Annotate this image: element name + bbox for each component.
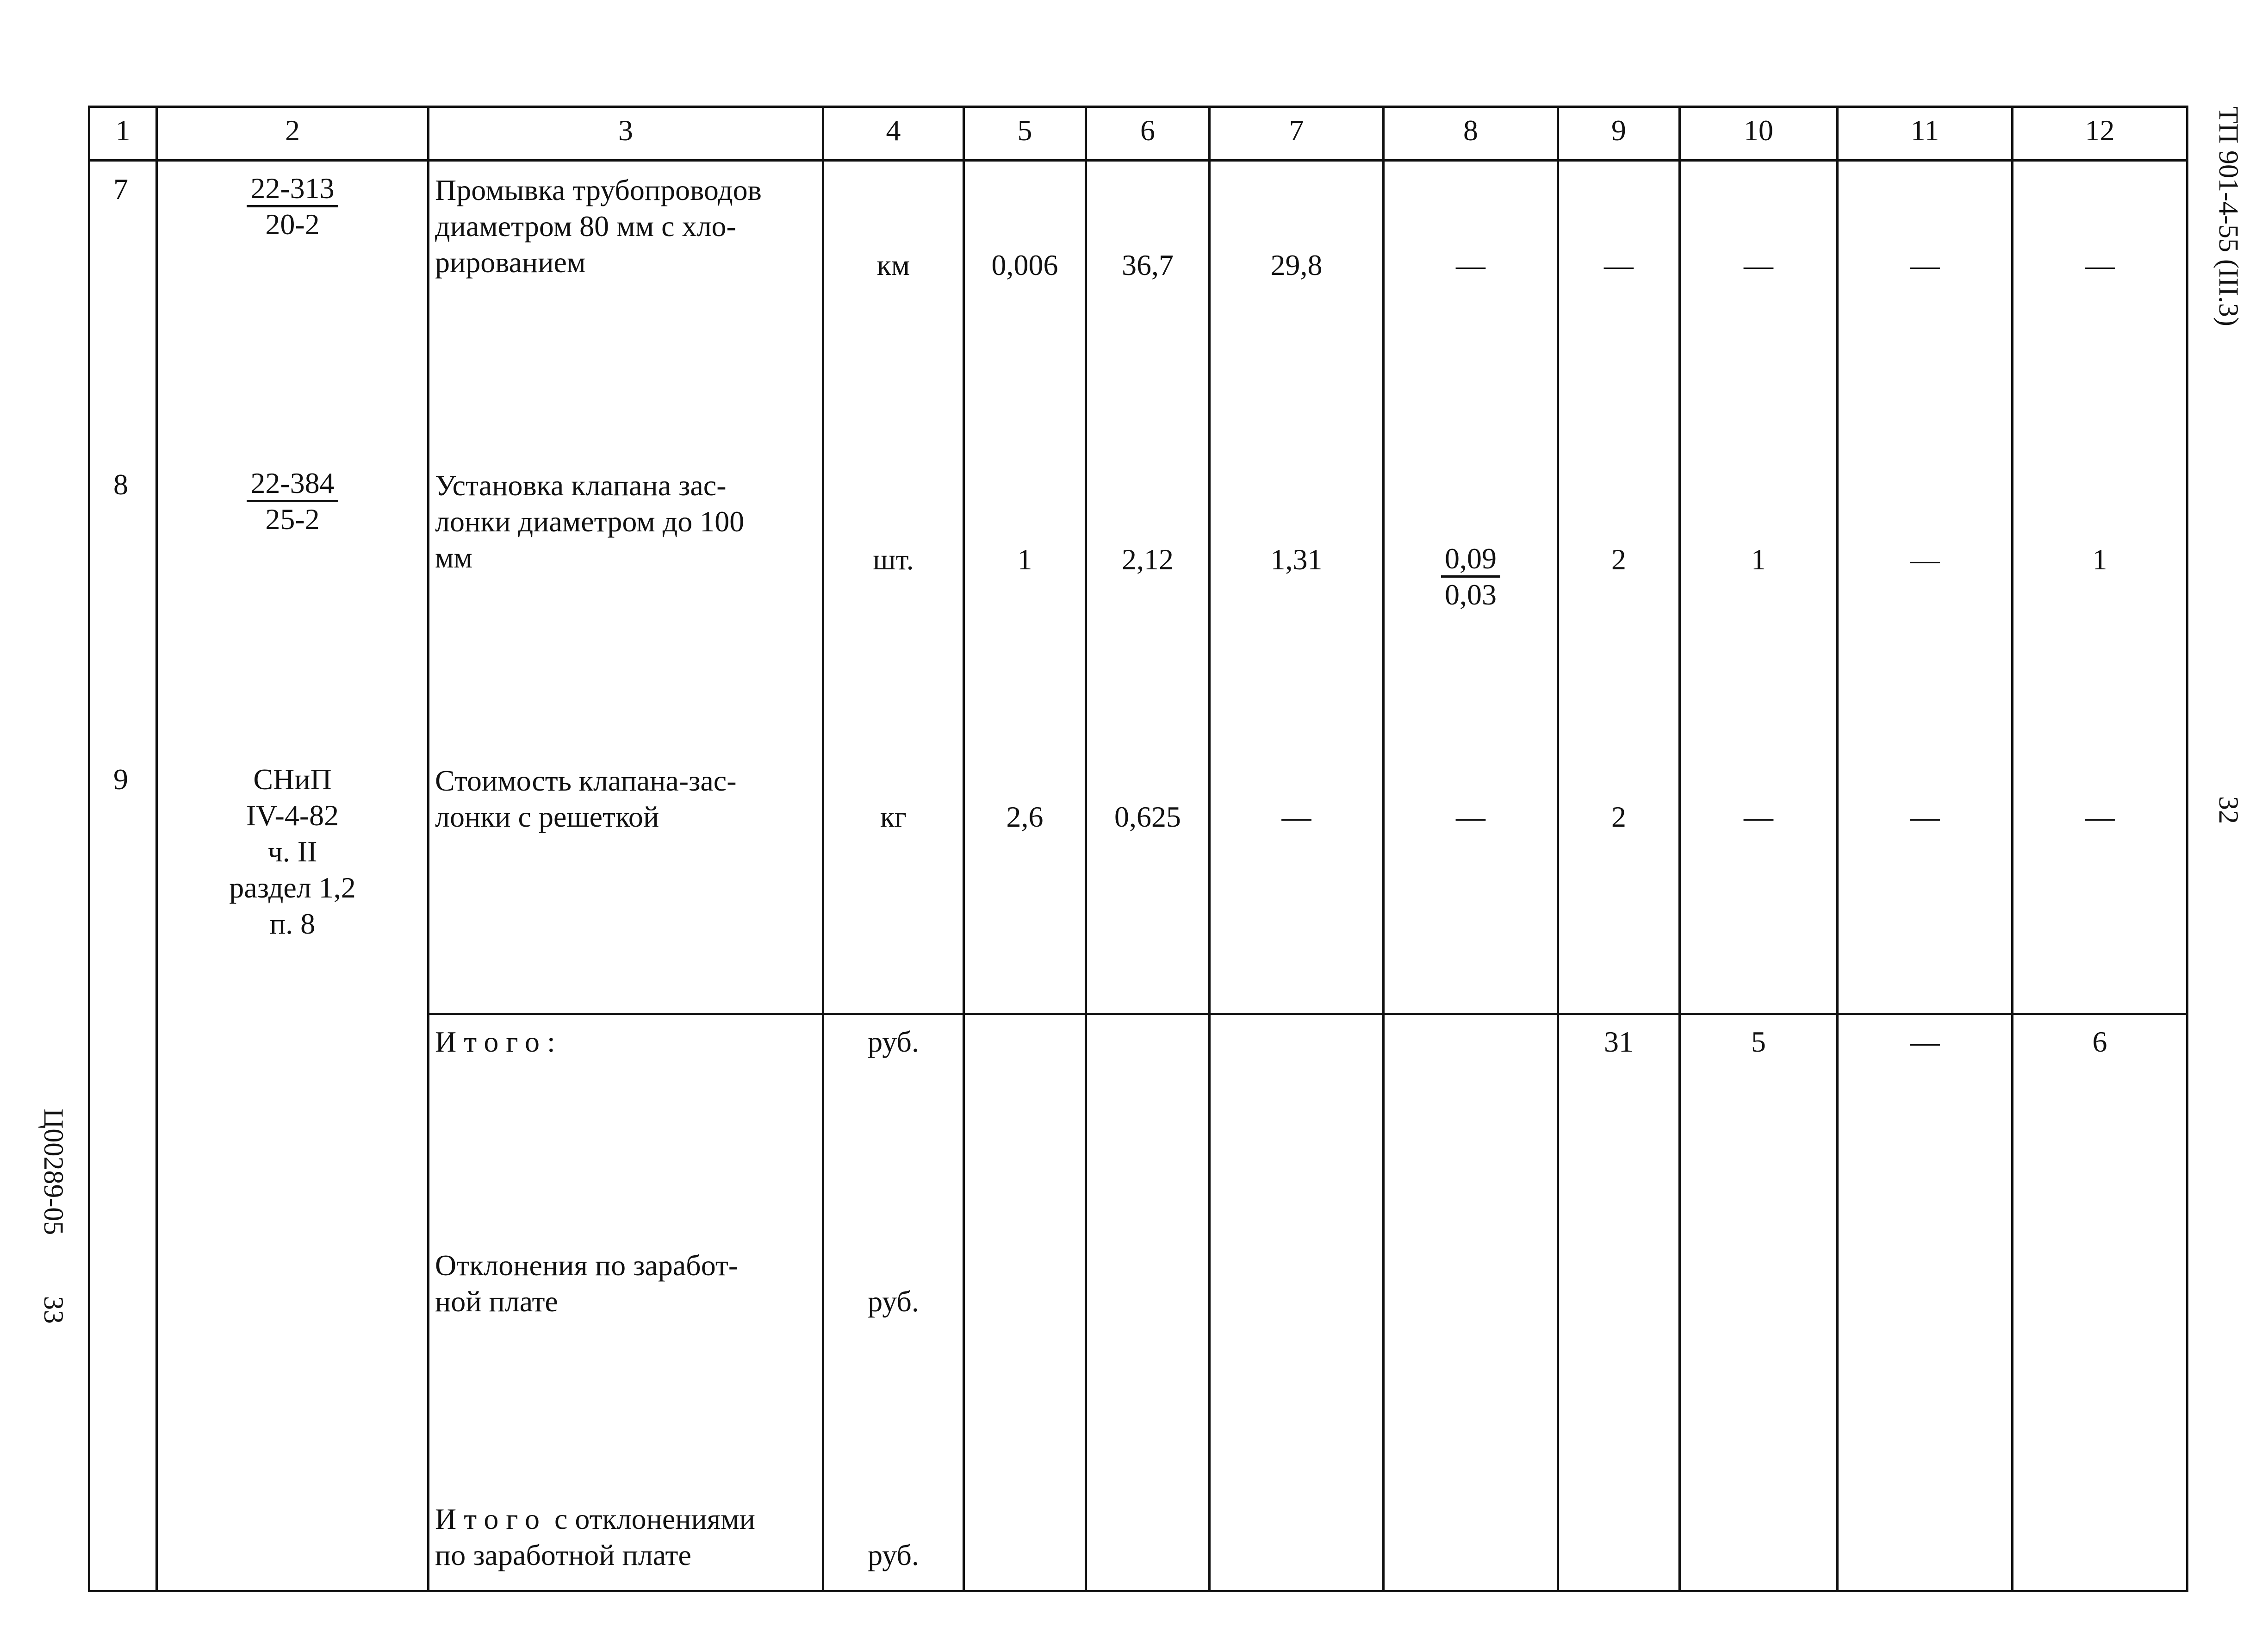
cell-9: — <box>1604 249 1634 281</box>
row-number: 9 <box>113 763 128 796</box>
totals-cell-11: — <box>1910 1025 1940 1058</box>
cell-11: — <box>1910 800 1940 833</box>
page-number-left: 33 <box>38 1296 69 1324</box>
desc-line: Отклонения по заработ- <box>435 1249 739 1282</box>
col-header-2: 2 <box>285 114 300 147</box>
col-header-1: 1 <box>115 114 130 147</box>
cell-5: 1 <box>1017 543 1032 576</box>
cell-6: 2,12 <box>1122 543 1174 576</box>
code-line: IV-4-82 <box>246 799 339 832</box>
cell-5: 2,6 <box>1006 800 1044 833</box>
final-total-rest: с отклонениями <box>554 1502 755 1535</box>
fraction-denominator: 0,03 <box>1445 578 1497 611</box>
code-line: раздел 1,2 <box>229 871 356 904</box>
cell-unit: км <box>876 249 910 281</box>
archive-code-label: Ц00289-05 <box>38 1109 69 1235</box>
row-number: 8 <box>113 468 128 501</box>
page-number-right: 32 <box>2213 796 2244 824</box>
row-code <box>158 761 427 942</box>
cell-12: 1 <box>2092 543 2107 576</box>
code-numerator: 22-384 <box>247 467 338 502</box>
desc-line: Промывка трубопроводов <box>435 174 762 206</box>
col-header-4: 4 <box>886 114 901 147</box>
row-description <box>435 172 821 280</box>
col-header-8: 8 <box>1463 114 1478 147</box>
row-code <box>158 170 427 242</box>
row-description <box>435 763 821 835</box>
desc-line: Стоимость клапана-зас- <box>435 764 737 797</box>
cell-12: — <box>2085 800 2115 833</box>
cell-9: 2 <box>1611 800 1626 833</box>
code-numerator: 22-313 <box>247 172 338 207</box>
totals-label: Итого: <box>435 1025 563 1058</box>
cell-unit: кг <box>880 800 907 833</box>
desc-line: по заработной плате <box>435 1539 691 1571</box>
desc-line <box>435 1501 821 1537</box>
desc-line: лонки с решеткой <box>435 800 659 833</box>
cell-11: — <box>1910 249 1940 281</box>
code-line: ч. II <box>267 835 317 868</box>
totals-cell-10: 5 <box>1751 1025 1766 1058</box>
totals-cell-12: 6 <box>2092 1025 2107 1058</box>
desc-line: диаметром 80 мм с хло- <box>435 210 736 243</box>
cell-7: 29,8 <box>1270 249 1323 281</box>
cell-6: 0,625 <box>1114 800 1181 833</box>
desc-line: мм <box>435 541 472 574</box>
code-line: п. 8 <box>269 907 316 940</box>
final-total-label <box>435 1501 821 1573</box>
cell-10: — <box>1744 800 1773 833</box>
row-description <box>435 467 821 576</box>
code-denominator: 25-2 <box>265 503 320 536</box>
desc-line: лонки диаметром до 100 <box>435 505 745 538</box>
row-code <box>158 465 427 536</box>
cell-6: 36,7 <box>1122 249 1174 281</box>
document-code-label: ТП 901-4-55 (III.3) <box>2213 106 2244 326</box>
cell-11: — <box>1910 543 1940 576</box>
col-header-3: 3 <box>618 114 633 147</box>
col-header-12: 12 <box>2085 114 2115 147</box>
col-header-5: 5 <box>1017 114 1032 147</box>
col-header-6: 6 <box>1140 114 1155 147</box>
final-total-unit: руб. <box>868 1539 919 1571</box>
row-number: 7 <box>113 173 128 206</box>
cell-5: 0,006 <box>991 249 1058 281</box>
cell-8: — <box>1456 249 1485 281</box>
deviations-label <box>435 1247 821 1320</box>
totals-unit: руб. <box>868 1025 919 1058</box>
col-header-11: 11 <box>1910 114 1939 147</box>
col-header-7: 7 <box>1289 114 1304 147</box>
cell-8: — <box>1456 800 1485 833</box>
desc-line: ной плате <box>435 1285 558 1318</box>
cell-12: — <box>2085 249 2115 281</box>
deviations-unit: руб. <box>868 1285 919 1318</box>
col-header-9: 9 <box>1611 114 1626 147</box>
fraction-numerator: 0,09 <box>1441 542 1500 578</box>
code-denominator: 20-2 <box>265 208 320 241</box>
code-line: СНиП <box>253 763 332 796</box>
cell-10: 1 <box>1751 543 1766 576</box>
cell-7: — <box>1281 800 1311 833</box>
totals-cell-9: 31 <box>1604 1025 1634 1058</box>
cell-10: — <box>1744 249 1773 281</box>
cell-8-fraction <box>1385 541 1557 612</box>
desc-line: рированием <box>435 246 586 279</box>
col-header-10: 10 <box>1744 114 1773 147</box>
final-total-word: Итого <box>435 1502 547 1535</box>
cell-7: 1,31 <box>1270 543 1323 576</box>
cell-unit: шт. <box>873 543 914 576</box>
cell-9: 2 <box>1611 543 1626 576</box>
desc-line: Установка клапана зас- <box>435 469 727 502</box>
